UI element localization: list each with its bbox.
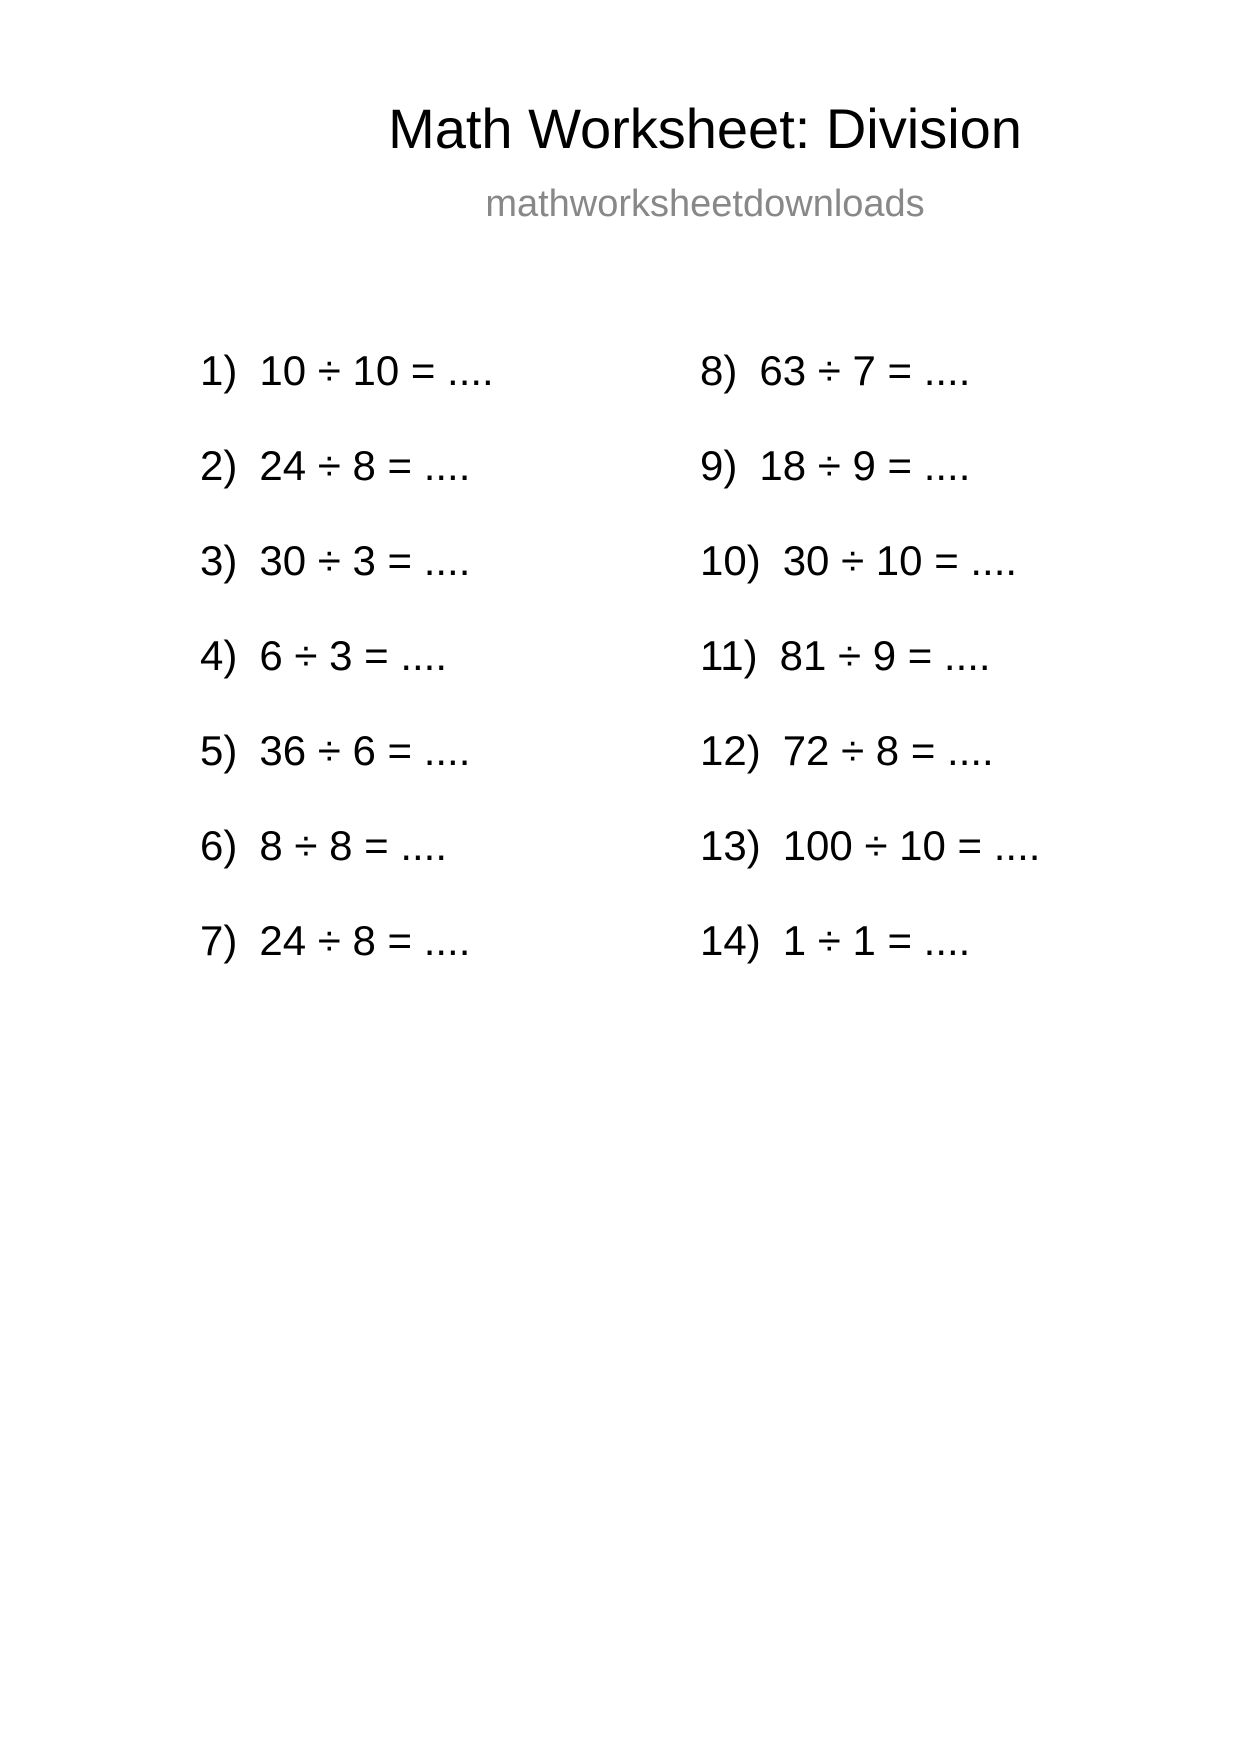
problem-expression: 30 ÷ 3 = ....	[259, 537, 471, 584]
problem-number: 6)	[200, 822, 238, 869]
problem-item	[700, 820, 1200, 915]
problem-number: 1)	[200, 347, 238, 394]
problem-item	[200, 820, 700, 915]
problem-expression: 30 ÷ 10 = ....	[782, 537, 1018, 584]
problem-item	[200, 440, 700, 535]
problem-number: 5)	[200, 727, 238, 774]
problem-item	[700, 915, 1200, 1010]
problem-item	[700, 725, 1200, 820]
problem-number: 3)	[200, 537, 238, 584]
problem-item	[200, 345, 700, 440]
problem-number: 9)	[700, 442, 738, 489]
problem-number: 11)	[700, 632, 758, 679]
problem-number: 13)	[700, 822, 761, 869]
problem-expression: 24 ÷ 8 = ....	[259, 917, 471, 964]
problem-number: 7)	[200, 917, 238, 964]
problem-expression: 8 ÷ 8 = ....	[259, 822, 448, 869]
problem-number: 12)	[700, 727, 761, 774]
problem-expression: 72 ÷ 8 = ....	[782, 727, 994, 774]
problem-item	[200, 725, 700, 820]
problem-expression: 18 ÷ 9 = ....	[759, 442, 971, 489]
problem-number: 8)	[700, 347, 738, 394]
problem-item	[700, 535, 1200, 630]
problem-expression: 36 ÷ 6 = ....	[259, 727, 471, 774]
problem-expression: 10 ÷ 10 = ....	[259, 347, 494, 394]
problems-column-right	[700, 345, 1200, 1010]
problem-item	[200, 915, 700, 1010]
problem-expression: 63 ÷ 7 = ....	[759, 347, 971, 394]
problem-number: 4)	[200, 632, 238, 679]
problem-number: 14)	[700, 917, 761, 964]
problems-column-left	[200, 345, 700, 1010]
problem-item	[700, 630, 1200, 725]
problem-expression: 100 ÷ 10 = ....	[782, 822, 1041, 869]
problem-expression: 1 ÷ 1 = ....	[782, 917, 971, 964]
problem-item	[700, 440, 1200, 535]
page-subtitle: mathworksheetdownloads	[485, 183, 925, 225]
problem-item	[700, 345, 1200, 440]
problem-expression: 6 ÷ 3 = ....	[259, 632, 448, 679]
page-title: Math Worksheet: Division	[388, 97, 1022, 160]
problem-expression: 24 ÷ 8 = ....	[259, 442, 471, 489]
problem-number: 10)	[700, 537, 761, 584]
problem-item	[200, 630, 700, 725]
problem-expression: 81 ÷ 9 = ....	[779, 632, 991, 679]
problem-item	[200, 535, 700, 630]
problem-number: 2)	[200, 442, 238, 489]
